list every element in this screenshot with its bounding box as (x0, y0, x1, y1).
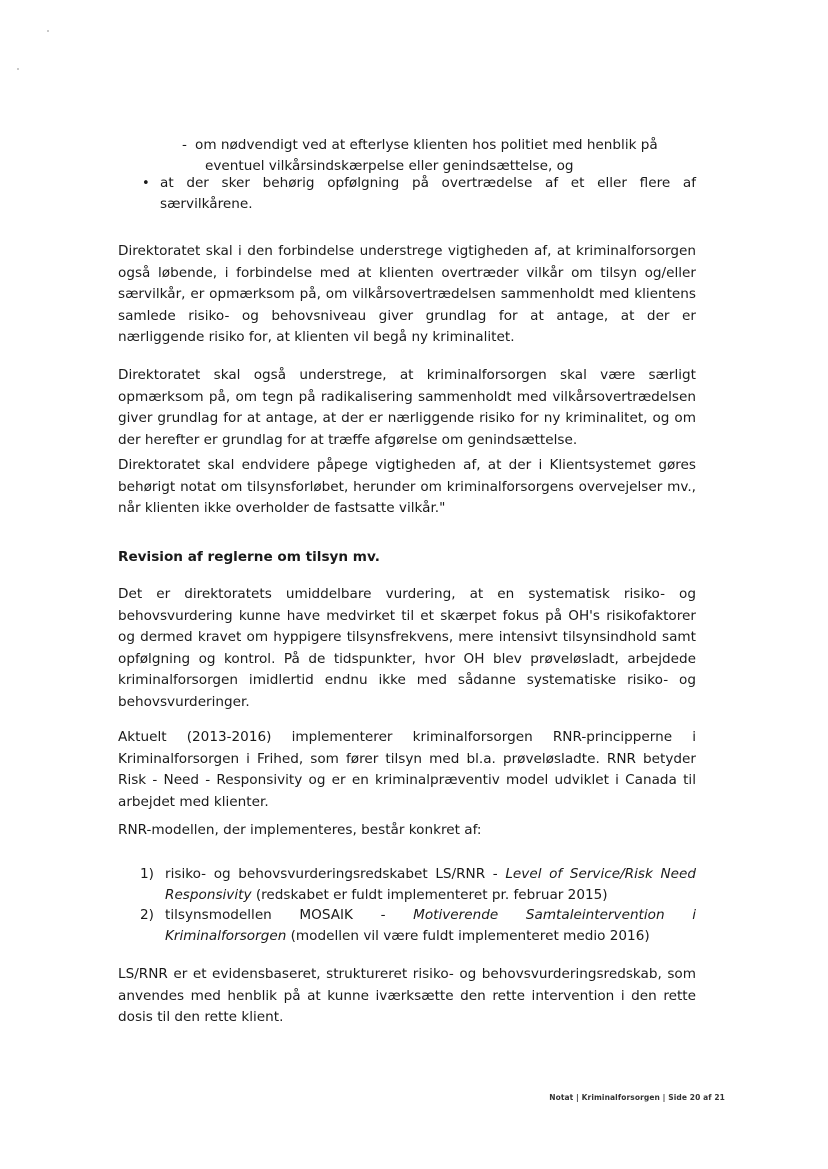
list-item-italic: Level of Service/Risk Need Responsivity (165, 866, 696, 903)
paragraph-1: Direktoratet skal i den forbindelse understrege vigtigheden af, at kriminalforsorgen også løbende, i forbindelse med at klienten overtræder vilkår om tilsyn og/eller særvilkår, er opmærksom på, om vilkårsovertrædelsen sammenholdt med klientens samlede risiko- og behovsniveau giver grundlag for at antage, at der er nærliggende risiko for, at klienten vil begå ny kriminalitet. (118, 243, 696, 345)
bullet-text: at der sker behørig opfølgning på overtrædelse af et eller flere af særvilkårene. (160, 175, 696, 212)
page-footer: Notat | Kriminalforsorgen | Side 20 af 21 (549, 1093, 725, 1102)
bullet-marker: • (142, 176, 150, 191)
paragraph-7: LS/RNR er et evidensbaseret, struktureret risiko- og behovsvurderingsredskab, som anvendes med henblik på at kunne iværksætte den rette intervention i den rette dosis til den rette klient. (118, 966, 696, 1025)
dash-marker: - (182, 137, 187, 153)
list-item-lead: risiko- og behovsvurderingsredskabet LS/RNR - (165, 866, 506, 882)
paragraph-6: RNR-modellen, der implementeres, består konkret af: (118, 822, 482, 838)
sub-bullet-item (182, 135, 696, 176)
list-item (135, 864, 696, 905)
list-number: 1) (140, 866, 154, 882)
sub-bullet-line-1: om nødvendigt ved at efterlyse klienten hos politiet med henblik på (195, 137, 658, 153)
list-item (135, 905, 696, 946)
paragraph-5: Aktuelt (2013-2016) implementerer kriminalforsorgen RNR-principperne i Kriminalforsorgen i Frihed, som fører tilsyn med bl.a. prøveløsladte. RNR betyder Risk - Need - Responsivity og er en kriminalpræventiv model udviklet i Canada til arbejdet med klienter. (118, 729, 696, 810)
list-item-tail: (redskabet er fuldt implementeret pr. februar 2015) (251, 886, 608, 903)
list-number: 2) (140, 907, 154, 923)
scan-speck (47, 30, 49, 32)
paragraph-2: Direktoratet skal også understrege, at kriminalforsorgen skal være særligt opmærksom på, om tegn på radikalisering sammenholdt med vilkårsovertrædelsen giver grundlag for at antage, at der er nærliggende risiko for ny kriminalitet, og om der herefter er grundlag for at træffe afgørelse om genindsættelse. (118, 367, 696, 448)
list-item-lead: tilsynsmodellen MOSAIK - (165, 907, 414, 923)
paragraph-3: Direktoratet skal endvidere påpege vigtigheden af, at der i Klientsystemet gøres behørigt notat om tilsynsforløbet, herunder om kriminalforsorgens overvejelser mv., når klienten ikke overholder de fastsatte vilkår." (118, 457, 696, 516)
numbered-list (135, 864, 696, 946)
list-item-tail: (modellen vil være fuldt implementeret medio 2016) (286, 927, 650, 944)
scan-speck (17, 68, 19, 70)
sub-bullet-line-2: eventuel vilkårsindskærpelse eller genindsættelse, og (205, 157, 574, 174)
section-heading: Revision af reglerne om tilsyn mv. (118, 549, 380, 565)
bullet-item (142, 173, 696, 215)
list-item-italic: Motiverende Samtaleintervention i Kriminalforsorgen (165, 907, 696, 944)
paragraph-4: Det er direktoratets umiddelbare vurdering, at en systematisk risiko- og behovsvurdering kunne have medvirket til et skærpet fokus på OH's risikofaktorer og dermed kravet om hyppigere tilsynsfrekvens, mere intensivt tilsynsindhold samt opfølgning og kontrol. På de tidspunkter, hvor OH blev prøveløsladt, arbejdede kriminalforsorgen imidlertid endnu ikke med sådanne systematiske risiko- og behovsvurderinger. (118, 586, 696, 710)
